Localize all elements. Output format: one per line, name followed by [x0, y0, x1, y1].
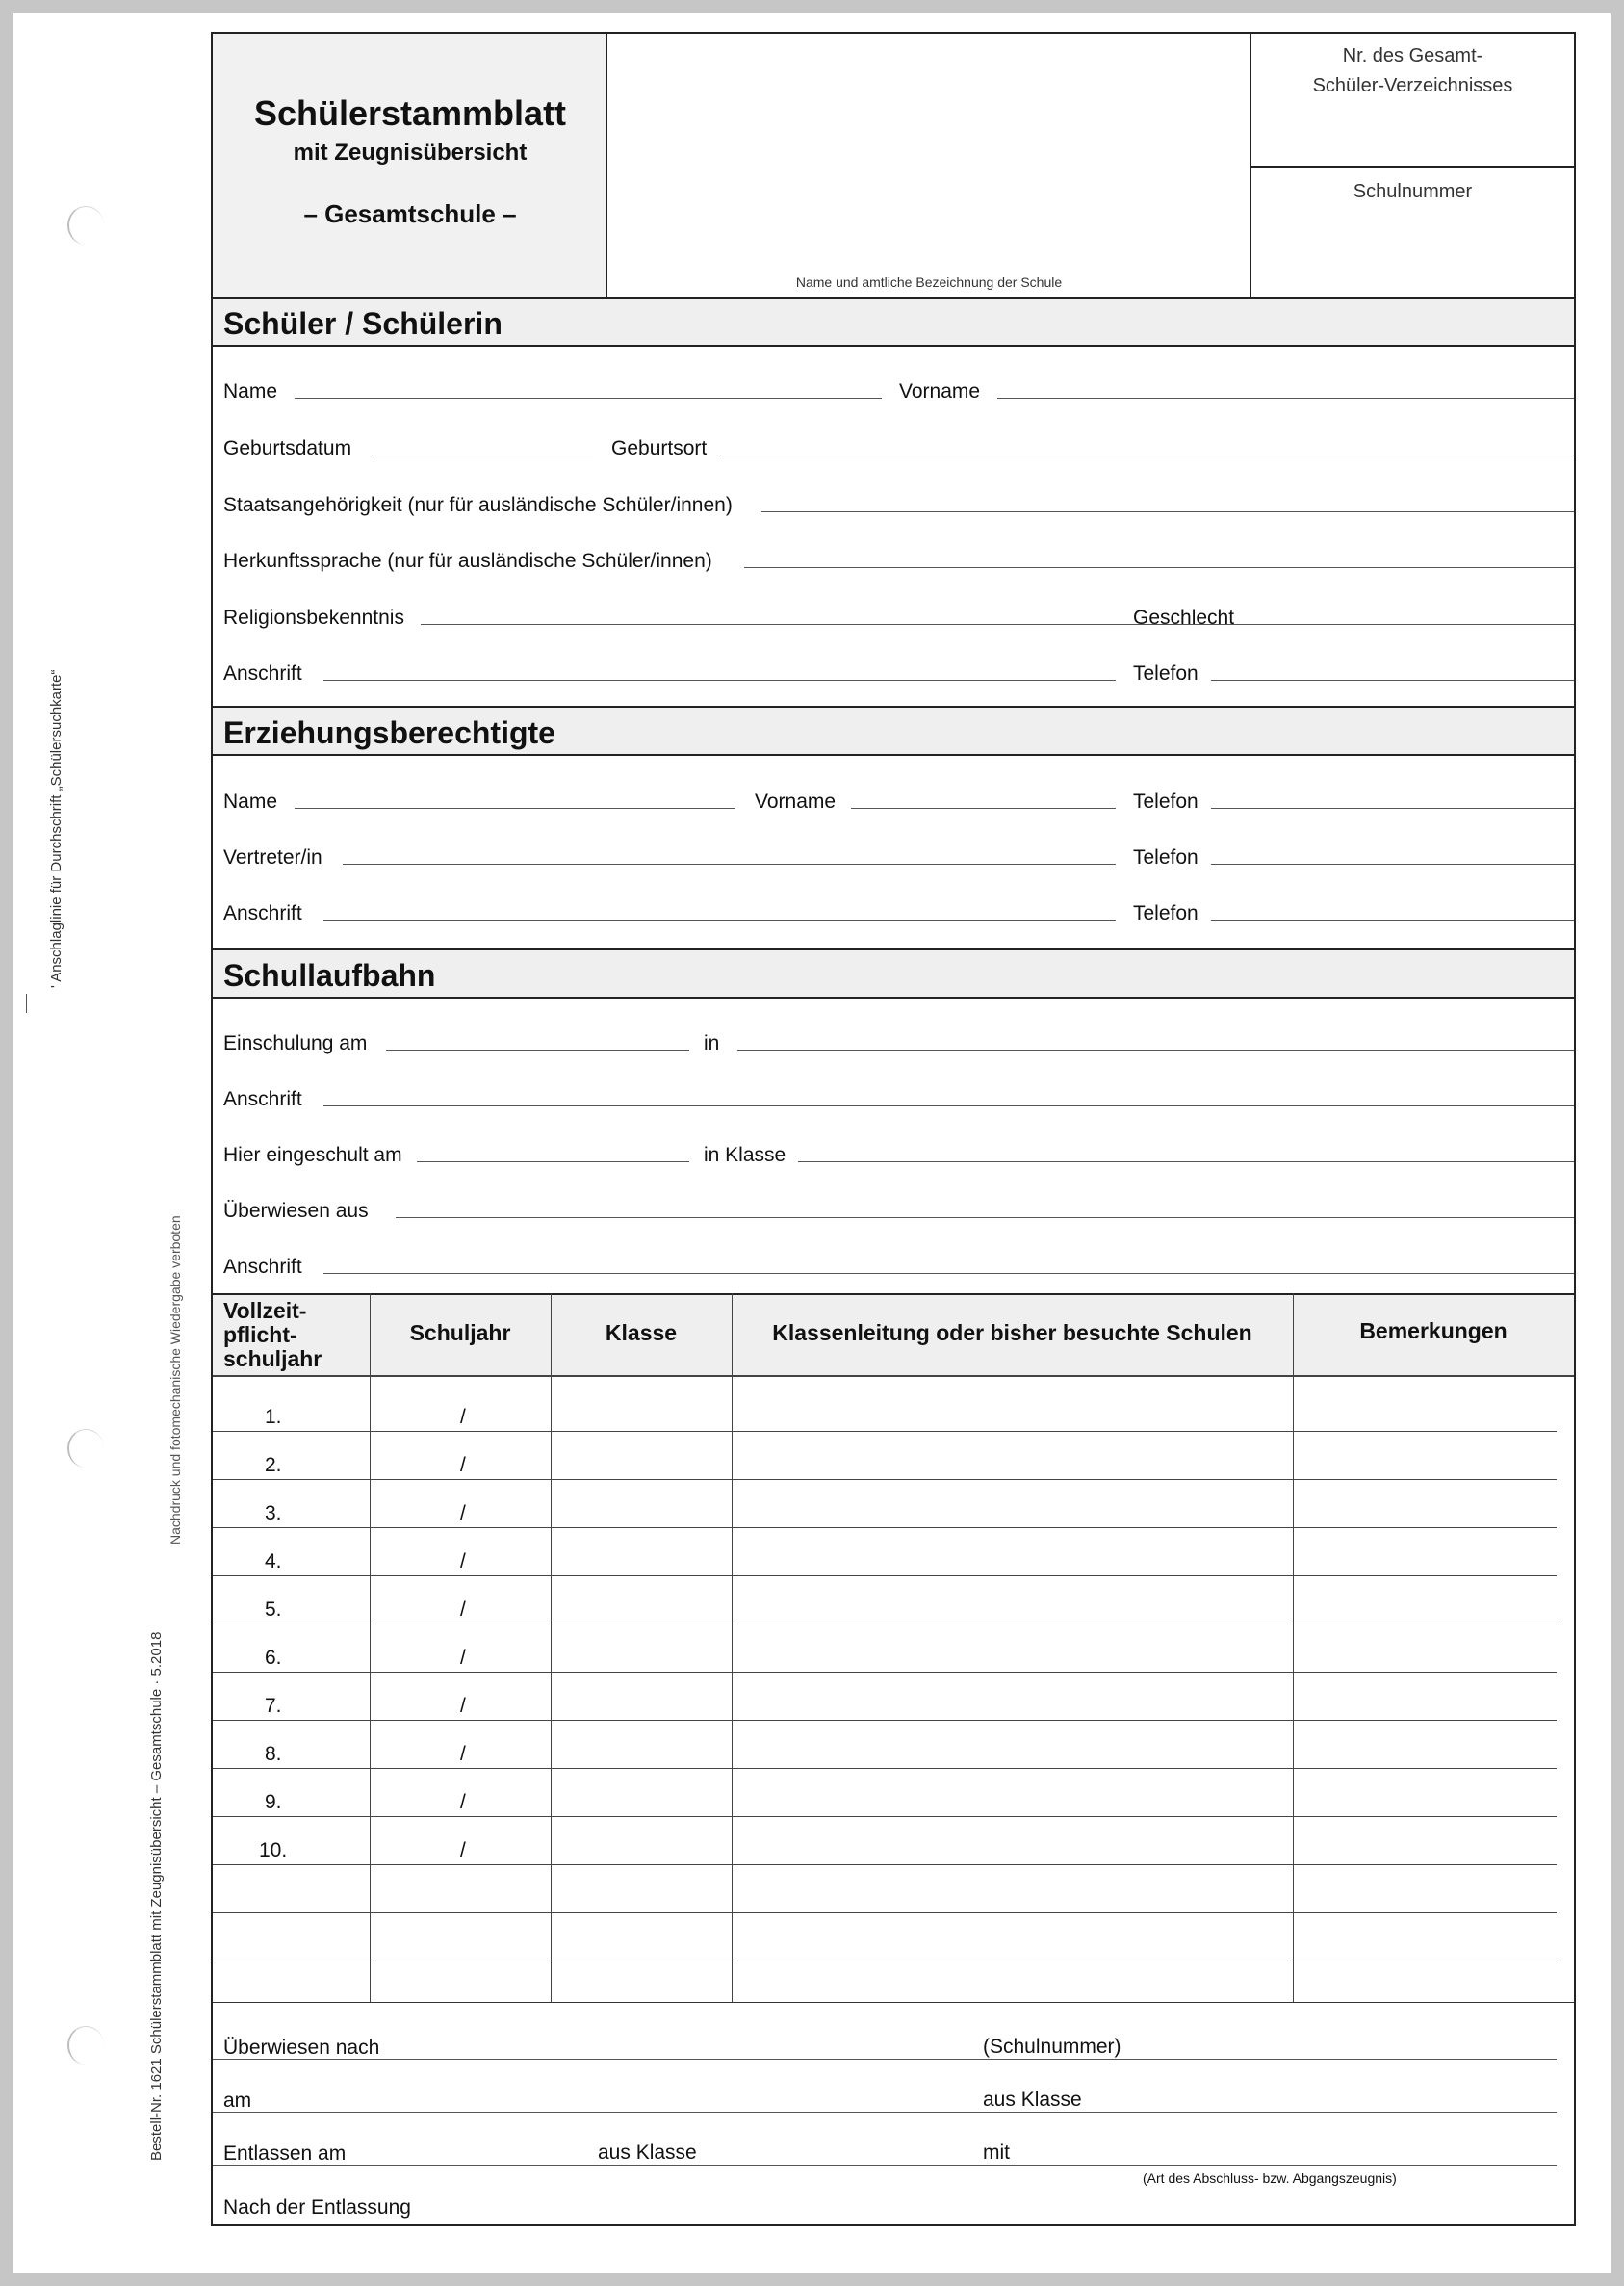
col-klasse-header: Klasse — [605, 1320, 678, 1345]
transfer-date-label: am — [223, 2090, 252, 2112]
col-year-header-3: schuljahr — [223, 1346, 322, 1371]
enrollment-in-label: in — [704, 1032, 720, 1054]
representative-field[interactable] — [343, 864, 1116, 865]
punch-guide-tick — [26, 994, 27, 1013]
col-year-header-1: Vollzeit- — [223, 1298, 307, 1323]
certificate-type-caption: (Art des Abschluss- bzw. Abgangszeugnis) — [1143, 2170, 1397, 2186]
student-phone-label: Telefon — [1133, 662, 1199, 685]
schuljahr-slash: / — [460, 1839, 466, 1861]
table-row-line — [213, 1816, 1557, 1817]
schuljahr-slash: / — [460, 1695, 466, 1717]
table-row-line — [213, 1527, 1557, 1528]
here-class-field[interactable] — [798, 1161, 1574, 1162]
row-number-4: 4. — [265, 1550, 282, 1572]
row-number-8: 8. — [265, 1743, 282, 1765]
student-nationality-label: Staatsangehörigkeit (nur für ausländische Schüler/innen) — [223, 494, 733, 516]
student-phone-field[interactable] — [1211, 680, 1574, 681]
school-number-label: Schulnummer — [1353, 181, 1473, 202]
student-religion-label: Religionsbekenntnis — [223, 607, 404, 629]
schuljahr-slash: / — [460, 1791, 466, 1813]
student-address-label: Anschrift — [223, 662, 302, 685]
student-name-label: Name — [223, 380, 278, 403]
guardian-vorname-field[interactable] — [851, 808, 1116, 809]
table-row-line — [213, 1431, 1557, 1432]
order-number: Bestell-Nr. 1621 Schülerstammblatt mit Zeugnisübersicht – Gesamtschule · 5.2018 — [148, 1631, 165, 2161]
enrollment-address-label: Anschrift — [223, 1088, 302, 1110]
section-guardians-heading: Erziehungsberechtigte — [223, 715, 555, 750]
schuljahr-slash: / — [460, 1550, 466, 1572]
schuljahr-slash: / — [460, 1502, 466, 1524]
form-subtitle: mit Zeugnisübersicht — [293, 140, 528, 166]
student-vorname-field[interactable] — [997, 398, 1574, 399]
table-row-line — [213, 1479, 1557, 1480]
transfer-class-label: aus Klasse — [983, 2089, 1082, 2111]
section-career — [213, 948, 1574, 999]
row-number-10: 10. — [259, 1839, 288, 1861]
punch-note: ' Anschlaglinie für Durchschrift „Schülersuchkarte“ — [48, 669, 64, 988]
register-number-field[interactable] — [1251, 34, 1574, 168]
school-name-field[interactable] — [607, 34, 1250, 297]
enrollment-school-field[interactable] — [737, 1050, 1574, 1051]
school-number-footer-label: (Schulnummer) — [983, 2036, 1121, 2058]
student-name-field[interactable] — [295, 398, 882, 399]
table-col-divider — [732, 1293, 733, 2002]
guardian-name-field[interactable] — [295, 808, 735, 809]
school-number-field[interactable] — [1251, 168, 1574, 297]
section-career-heading: Schullaufbahn — [223, 958, 436, 993]
table-col-divider — [551, 1293, 552, 2002]
table-header — [213, 1293, 1574, 1377]
table-col-divider — [370, 1293, 371, 2002]
transferred-to-field[interactable] — [213, 2059, 1557, 2060]
table-col-divider — [1293, 1293, 1294, 2002]
table-row-line — [213, 1720, 1557, 1721]
student-vorname-label: Vorname — [899, 380, 981, 403]
schuljahr-slash: / — [460, 1743, 466, 1765]
section-student — [213, 297, 1574, 347]
transfer-date-field[interactable] — [213, 2112, 1557, 2113]
form-title: Schülerstammblatt — [253, 93, 567, 133]
schuljahr-slash: / — [460, 1647, 466, 1669]
guardian-name-label: Name — [223, 791, 278, 813]
schuljahr-slash: / — [460, 1406, 466, 1428]
representative-phone-label: Telefon — [1133, 846, 1199, 869]
representative-phone-field[interactable] — [1211, 864, 1574, 865]
school-type: – Gesamtschule – — [303, 199, 517, 228]
guardian-vorname-label: Vorname — [755, 791, 837, 813]
section-guardians — [213, 706, 1574, 756]
student-address-field[interactable] — [323, 680, 1116, 681]
row-number-3: 3. — [265, 1502, 282, 1524]
here-class-label: in Klasse — [704, 1144, 786, 1166]
punch-hole — [67, 206, 104, 245]
row-number-5: 5. — [265, 1598, 282, 1621]
student-birthplace-label: Geburtsort — [611, 437, 708, 459]
row-number-1: 1. — [265, 1406, 282, 1428]
header-title-box — [213, 34, 607, 297]
here-enrolled-label: Hier eingeschult am — [223, 1144, 402, 1166]
table-bottom-line — [213, 2002, 1574, 2003]
discharge-class-label: aus Klasse — [598, 2142, 697, 2164]
punch-hole — [67, 1429, 104, 1468]
guardian-address-phone-field[interactable] — [1211, 920, 1574, 921]
transferred-address-field[interactable] — [323, 1273, 1574, 1274]
guardian-address-field[interactable] — [323, 920, 1116, 921]
col-leitung-header: Klassenleitung oder bisher besuchte Schulen — [772, 1320, 1252, 1345]
copyright-note: Nachdruck und fotomechanische Wiedergabe verboten — [168, 1215, 183, 1545]
row-number-7: 7. — [265, 1695, 282, 1717]
student-birthdate-label: Geburtsdatum — [223, 437, 352, 459]
enrollment-date-field[interactable] — [386, 1050, 689, 1051]
table-row-line — [213, 1672, 1557, 1673]
schuljahr-slash: / — [460, 1454, 466, 1476]
transferred-from-field[interactable] — [396, 1217, 1574, 1218]
row-number-9: 9. — [265, 1791, 282, 1813]
student-language-label: Herkunftssprache (nur für ausländische Schüler/innen) — [223, 550, 712, 572]
register-number-label-1: Nr. des Gesamt- — [1342, 45, 1483, 66]
school-name-caption: Name und amtliche Bezeichnung der Schule — [795, 274, 1063, 290]
col-year-header — [223, 1299, 322, 1371]
table-row-line — [213, 1575, 1557, 1576]
guardian-phone-label: Telefon — [1133, 791, 1199, 813]
section-student-heading: Schüler / Schülerin — [223, 306, 503, 341]
student-gender-label: Geschlecht — [1133, 607, 1235, 629]
form-frame — [211, 32, 1576, 2226]
col-schuljahr-header: Schuljahr — [409, 1320, 511, 1345]
representative-label: Vertreter/in — [223, 846, 322, 869]
row-number-2: 2. — [265, 1454, 282, 1476]
schuljahr-slash: / — [460, 1598, 466, 1621]
student-language-field[interactable] — [744, 567, 1574, 568]
student-nationality-field[interactable] — [761, 511, 1574, 512]
guardian-address-label: Anschrift — [223, 902, 302, 924]
punch-hole — [67, 2026, 104, 2065]
discharge-date-label: Entlassen am — [223, 2143, 347, 2165]
table-row-line — [213, 1912, 1557, 1913]
register-number-label-2: Schüler-Verzeichnisses — [1312, 75, 1513, 96]
row-number-6: 6. — [265, 1647, 282, 1669]
col-year-header-2: pflicht- — [223, 1322, 297, 1347]
enrollment-address-field[interactable] — [323, 1105, 1574, 1106]
guardian-address-phone-label: Telefon — [1133, 902, 1199, 924]
table-row-line — [213, 1864, 1557, 1865]
col-bemerkungen-header: Bemerkungen — [1359, 1318, 1508, 1343]
transferred-to-label: Überwiesen nach — [223, 2037, 380, 2059]
guardian-phone-field[interactable] — [1211, 808, 1574, 809]
after-discharge-label: Nach der Entlassung — [223, 2196, 411, 2219]
transferred-address-label: Anschrift — [223, 1256, 302, 1278]
discharge-field[interactable] — [213, 2165, 1557, 2166]
student-gender-field[interactable] — [1250, 624, 1574, 625]
transferred-from-label: Überwiesen aus — [223, 1200, 369, 1222]
discharge-with-label: mit — [983, 2142, 1010, 2164]
table-row-line — [213, 1768, 1557, 1769]
enrollment-date-label: Einschulung am — [223, 1032, 368, 1054]
here-enrolled-field[interactable] — [417, 1161, 689, 1162]
